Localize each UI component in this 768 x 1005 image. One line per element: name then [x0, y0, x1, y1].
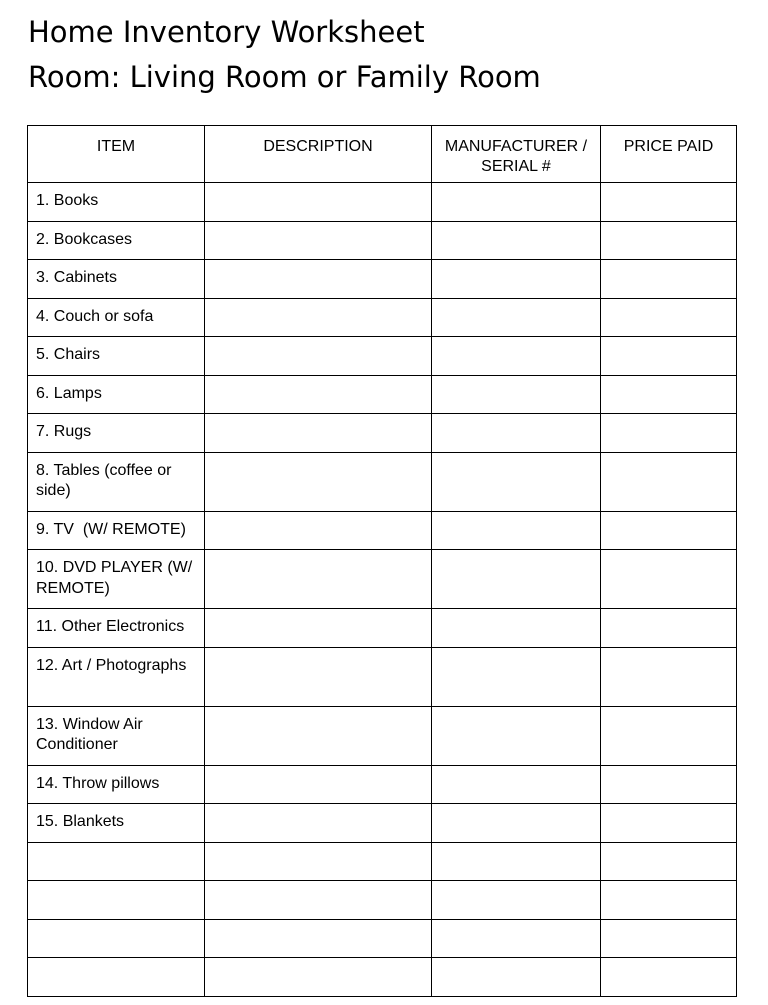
item-cell: 9. TV (W/ REMOTE): [28, 511, 205, 550]
table-row: [28, 260, 737, 299]
table-row: [28, 511, 737, 550]
manufacturer-cell[interactable]: [432, 842, 601, 881]
item-cell[interactable]: [28, 842, 205, 881]
manufacturer-cell[interactable]: [432, 804, 601, 843]
manufacturer-cell[interactable]: [432, 298, 601, 337]
item-cell: 2. Bookcases: [28, 221, 205, 260]
description-cell[interactable]: [205, 609, 432, 648]
item-cell: 8. Tables (coffee or side): [28, 452, 205, 511]
price-cell[interactable]: [601, 298, 737, 337]
table-row: [28, 452, 737, 511]
inventory-table: [27, 125, 737, 997]
description-cell[interactable]: [205, 337, 432, 376]
description-cell[interactable]: [205, 414, 432, 453]
price-cell[interactable]: [601, 183, 737, 222]
description-cell[interactable]: [205, 919, 432, 958]
price-cell[interactable]: [601, 958, 737, 997]
manufacturer-cell[interactable]: [432, 765, 601, 804]
item-cell[interactable]: [28, 881, 205, 920]
table-row: [28, 765, 737, 804]
description-cell[interactable]: [205, 550, 432, 609]
manufacturer-cell[interactable]: [432, 375, 601, 414]
price-cell[interactable]: [601, 452, 737, 511]
table-row: [28, 375, 737, 414]
table-row: [28, 337, 737, 376]
price-cell[interactable]: [601, 337, 737, 376]
price-cell[interactable]: [601, 221, 737, 260]
manufacturer-cell[interactable]: [432, 183, 601, 222]
manufacturer-cell[interactable]: [432, 511, 601, 550]
manufacturer-cell[interactable]: [432, 260, 601, 299]
price-cell[interactable]: [601, 260, 737, 299]
room-subtitle: Room: Living Room or Family Room: [28, 60, 541, 94]
price-cell[interactable]: [601, 647, 737, 706]
manufacturer-cell[interactable]: [432, 609, 601, 648]
table-row: [28, 550, 737, 609]
description-cell[interactable]: [205, 511, 432, 550]
header-item: ITEM: [28, 126, 205, 183]
item-cell: 3. Cabinets: [28, 260, 205, 299]
price-cell[interactable]: [601, 842, 737, 881]
manufacturer-cell[interactable]: [432, 337, 601, 376]
description-cell[interactable]: [205, 881, 432, 920]
description-cell[interactable]: [205, 958, 432, 997]
item-cell[interactable]: [28, 919, 205, 958]
table-row: [28, 919, 737, 958]
manufacturer-cell[interactable]: [432, 452, 601, 511]
table-row: [28, 958, 737, 997]
table-row: [28, 647, 737, 706]
description-cell[interactable]: [205, 375, 432, 414]
description-cell[interactable]: [205, 647, 432, 706]
table-row: [28, 881, 737, 920]
description-cell[interactable]: [205, 765, 432, 804]
item-cell: 7. Rugs: [28, 414, 205, 453]
price-cell[interactable]: [601, 375, 737, 414]
table-row: [28, 298, 737, 337]
header-manufacturer: MANUFACTURER / SERIAL #: [432, 126, 601, 183]
item-cell: 15. Blankets: [28, 804, 205, 843]
price-cell[interactable]: [601, 706, 737, 765]
description-cell[interactable]: [205, 221, 432, 260]
item-cell: 13. Window Air Conditioner: [28, 706, 205, 765]
description-cell[interactable]: [205, 298, 432, 337]
item-cell: 1. Books: [28, 183, 205, 222]
manufacturer-cell[interactable]: [432, 881, 601, 920]
description-cell[interactable]: [205, 804, 432, 843]
price-cell[interactable]: [601, 765, 737, 804]
price-cell[interactable]: [601, 550, 737, 609]
price-cell[interactable]: [601, 919, 737, 958]
manufacturer-cell[interactable]: [432, 958, 601, 997]
manufacturer-cell[interactable]: [432, 221, 601, 260]
header-price-paid: PRICE PAID: [601, 126, 737, 183]
item-cell: 5. Chairs: [28, 337, 205, 376]
table-row: [28, 842, 737, 881]
table-row: [28, 183, 737, 222]
table-row: [28, 414, 737, 453]
table-row: [28, 221, 737, 260]
item-cell[interactable]: [28, 958, 205, 997]
manufacturer-cell[interactable]: [432, 919, 601, 958]
item-cell: 6. Lamps: [28, 375, 205, 414]
table-row: [28, 804, 737, 843]
manufacturer-cell[interactable]: [432, 414, 601, 453]
price-cell[interactable]: [601, 609, 737, 648]
table-row: [28, 706, 737, 765]
item-cell: 12. Art / Photographs: [28, 647, 205, 706]
item-cell: 14. Throw pillows: [28, 765, 205, 804]
description-cell[interactable]: [205, 260, 432, 299]
price-cell[interactable]: [601, 414, 737, 453]
description-cell[interactable]: [205, 183, 432, 222]
description-cell[interactable]: [205, 452, 432, 511]
item-cell: 4. Couch or sofa: [28, 298, 205, 337]
table-row: [28, 609, 737, 648]
item-cell: 11. Other Electronics: [28, 609, 205, 648]
manufacturer-cell[interactable]: [432, 550, 601, 609]
item-cell: 10. DVD PLAYER (W/ REMOTE): [28, 550, 205, 609]
manufacturer-cell[interactable]: [432, 706, 601, 765]
description-cell[interactable]: [205, 842, 432, 881]
worksheet-title: Home Inventory Worksheet: [28, 15, 425, 49]
price-cell[interactable]: [601, 881, 737, 920]
manufacturer-cell[interactable]: [432, 647, 601, 706]
header-description: DESCRIPTION: [205, 126, 432, 183]
price-cell[interactable]: [601, 511, 737, 550]
price-cell[interactable]: [601, 804, 737, 843]
header-row: [28, 126, 737, 183]
description-cell[interactable]: [205, 706, 432, 765]
